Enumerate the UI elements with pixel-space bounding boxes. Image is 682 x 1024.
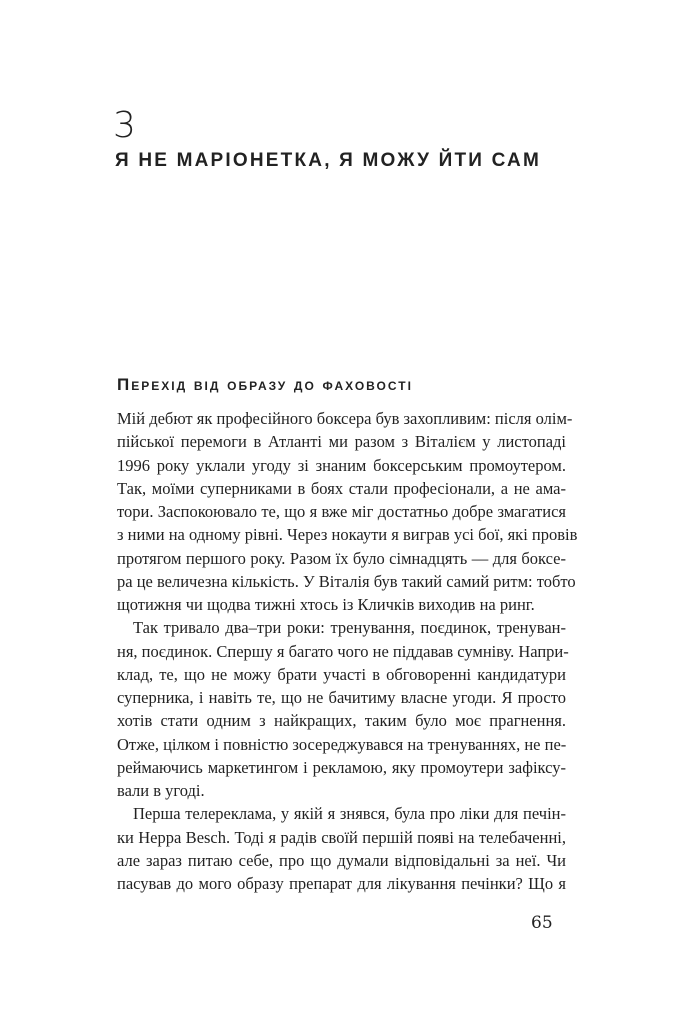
text-line: ки Hepра Besch. Тоді я радів своїй першій появі на телебаченні, bbox=[117, 827, 566, 847]
page-number: 65 bbox=[531, 913, 553, 933]
text-line: Перша телереклама, у якій я знявся, була про ліки для печін- bbox=[133, 804, 566, 824]
text-line: реймаючись маркетингом і рекламою, яку промоутери зафіксу- bbox=[117, 757, 566, 777]
text-line: щотижня чи щодва тижні хтось із Кличків виходив на ринг. bbox=[117, 595, 535, 614]
text-line: вали в угоді. bbox=[117, 781, 205, 800]
text-line: Так тривало два–три роки: тренування, поєдинок, тренуван- bbox=[133, 618, 566, 638]
text-line: клад, те, що не можу брати участі в обговоренні кандидатури bbox=[117, 664, 566, 684]
text-line: ра це величезна кількість. У Віталія був такий самий ритм: тобто bbox=[117, 571, 576, 591]
section-heading: Перехід від образу до фаховості bbox=[117, 375, 413, 394]
text-line: пійської перемоги в Атланті ми разом з Віталієм у листопаді bbox=[117, 432, 566, 452]
text-line: ня, поєдинок. Спершу я багато чого не піддавав сумніву. Напри- bbox=[117, 641, 569, 661]
text-line: пасував до мого образу препарат для лікування печінки? Що я bbox=[117, 874, 566, 893]
text-line: але зараз питаю себе, про що думали відповідальні за неї. Чи bbox=[117, 850, 566, 870]
text-line: Мій дебют як професійного боксера був захопливим: після олім- bbox=[117, 409, 573, 428]
text-line: Так, моїми суперниками в боях стали професіонали, а не ама- bbox=[117, 478, 566, 498]
text-line: хотів стати одним з найкращих, таким було моє прагнення. bbox=[117, 711, 566, 731]
chapter-number: 3 bbox=[113, 105, 136, 146]
text-line: протягом першого року. Разом їх було сімнадцять — для боксе- bbox=[117, 548, 566, 568]
text-line: тори. Заспокоювало те, що я вже міг достатньо добре змагатися bbox=[117, 502, 566, 521]
text-line: 1996 року уклали угоду зі знаним боксерським промоутером. bbox=[117, 455, 566, 475]
text-line: Отже, цілком і повністю зосереджувався на тренуваннях, не пе- bbox=[117, 734, 567, 754]
body-text bbox=[117, 407, 578, 895]
chapter-title: Я НЕ МАРІОНЕТКА, Я МОЖУ ЙТИ САМ bbox=[115, 150, 541, 171]
text-line: з ними на одному рівні. Через нокаути я виграв усі бої, які провів bbox=[117, 525, 578, 545]
text-line: суперника, і навіть те, що не бачитиму власне угоди. Я просто bbox=[117, 688, 566, 707]
